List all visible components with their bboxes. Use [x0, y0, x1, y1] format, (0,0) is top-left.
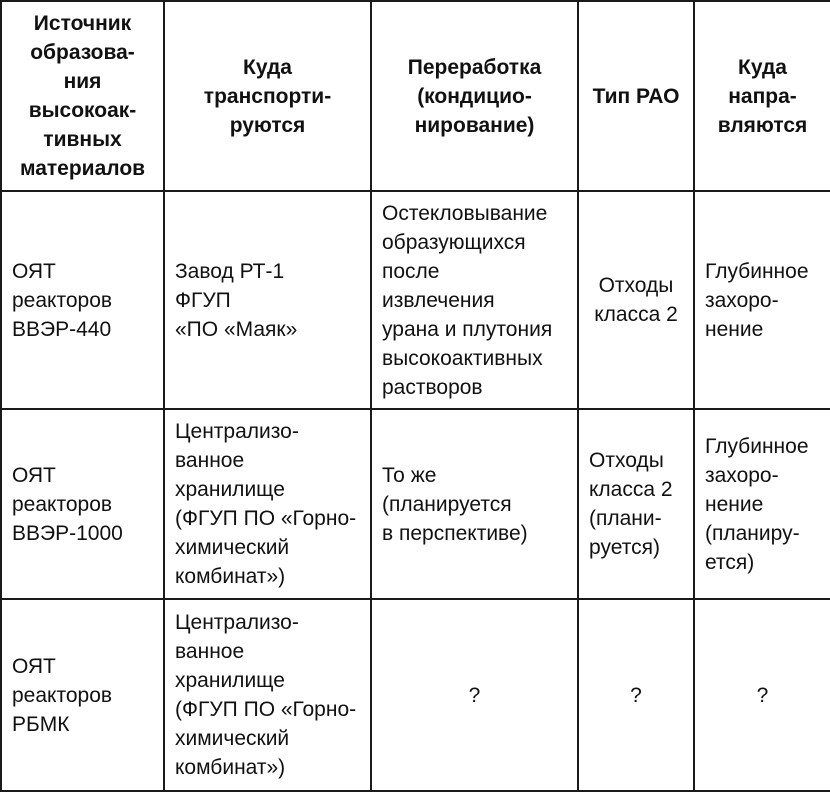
- cell-source: ОЯТ реакторов ВВЭР-1000: [1, 409, 164, 599]
- cell-transport-destination: Централизо- ванное хранилище (ФГУП ПО «Горно- химический комбинат»): [164, 409, 371, 599]
- cell-final-destination: ?: [694, 599, 830, 791]
- table-header-row: [1, 1, 830, 191]
- cell-source: ОЯТ реакторов ВВЭР-440: [1, 191, 164, 409]
- cell-transport-destination: Централизо- ванное хранилище (ФГУП ПО «Горно- химический комбинат»): [164, 599, 371, 791]
- cell-processing: То же (планируется в перспективе): [371, 409, 578, 599]
- table-row: [1, 191, 830, 409]
- cell-rao-type: Отходы класса 2: [578, 191, 694, 409]
- header-processing: Переработка (кондицио- нирование): [371, 1, 578, 191]
- header-source: Источник образова- ния высокоак- тивных материалов: [1, 1, 164, 191]
- cell-transport-destination: Завод РТ-1 ФГУП «ПО «Маяк»: [164, 191, 371, 409]
- cell-rao-type: ?: [578, 599, 694, 791]
- header-transport-destination: Куда транспорти- руются: [164, 1, 371, 191]
- cell-final-destination: Глубинное захоро- нение (планиру- ется): [694, 409, 830, 599]
- cell-final-destination: Глубинное захоро- нение: [694, 191, 830, 409]
- cell-processing: Остекловывание образующихся после извлечения урана и плутония высокоактивных растворов: [371, 191, 578, 409]
- header-final-destination: Куда напра- вляются: [694, 1, 830, 191]
- cell-processing: ?: [371, 599, 578, 791]
- table-row: [1, 409, 830, 599]
- cell-rao-type: Отходы класса 2 (плани- руется): [578, 409, 694, 599]
- table-row: [1, 599, 830, 791]
- cell-source: ОЯТ реакторов РБМК: [1, 599, 164, 791]
- header-rao-type: Тип РАО: [578, 1, 694, 191]
